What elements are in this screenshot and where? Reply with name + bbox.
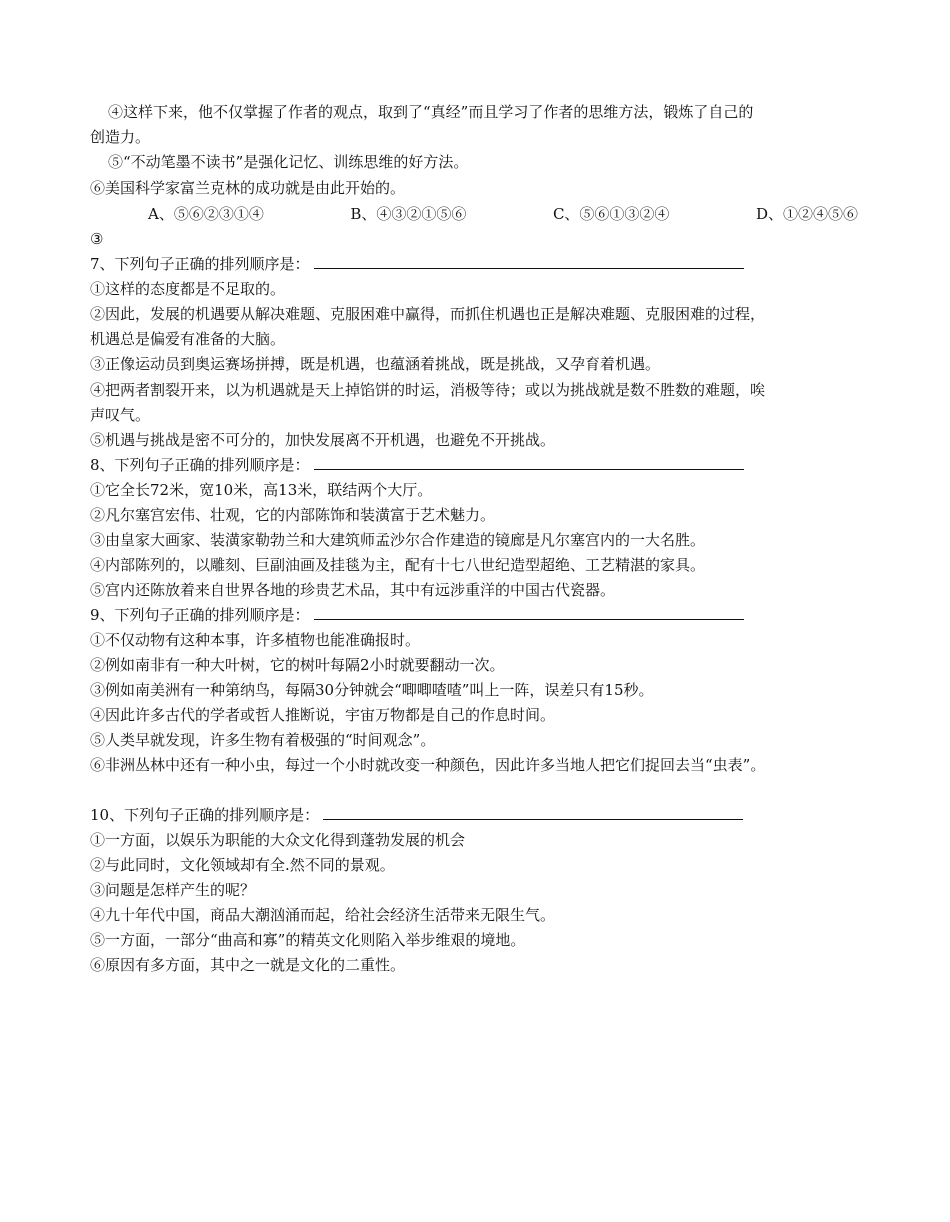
q10-answer-blank[interactable] — [323, 805, 743, 820]
q9-sentence: ④因此许多古代的学者或哲人推断说，宇宙万物都是自己的作息时间。 — [90, 706, 556, 724]
q8-sentence: ①它全长72米，宽10米，高13米，联结两个大厅。 — [90, 481, 433, 499]
q10-sentence: ③问题是怎样产生的呢？ — [90, 881, 256, 899]
q6-option-a[interactable]: A、⑤⑥②③①④ — [148, 205, 264, 223]
q7-prompt — [90, 254, 744, 274]
q6-option-c[interactable]: C、⑤⑥①③②④ — [552, 205, 670, 223]
q9-sentence: ③例如南美洲有一种第纳鸟，每隔30分钟就会“唧唧喳喳”叫上一阵，误差只有15秒。 — [90, 681, 654, 699]
q8-prompt-text: 8、下列句子正确的排列顺序是： — [90, 456, 310, 474]
q7-sentence: ①这样的态度都是不足取的。 — [90, 280, 286, 298]
q7-sentence: ⑤机遇与挑战是密不可分的，加快发展离不开机遇，也避免不开挑战。 — [90, 431, 556, 449]
q6-option-b[interactable]: B、④③②①⑤⑥ — [350, 205, 467, 223]
q9-sentence: ①不仅动物有这种本事，许多植物也能准确报时。 — [90, 631, 421, 649]
q8-sentence: ④内部陈列的，以雕刻、巨副油画及挂毯为主，配有十七八世纪造型超绝、工艺精湛的家具。 — [90, 556, 706, 574]
q6-options — [148, 204, 858, 224]
q9-sentence: ⑤人类早就发现，许多生物有着极强的“时间观念”。 — [90, 731, 436, 749]
q8-sentence: ②凡尔塞宫宏伟、壮观，它的内部陈饰和装潢富于艺术魅力。 — [90, 506, 496, 524]
q9-answer-blank[interactable] — [314, 605, 744, 620]
q9-prompt — [90, 605, 744, 625]
q10-sentence: ④九十年代中国，商品大潮汹涌而起，给社会经济生活带来无限生气。 — [90, 906, 556, 924]
q6-sentence-4-wrap: 创造力。 — [90, 128, 151, 146]
q10-prompt — [90, 805, 743, 825]
q10-prompt-text: 10、下列句子正确的排列顺序是： — [90, 806, 320, 824]
q10-sentence: ⑥原因有多方面，其中之一就是文化的二重性。 — [90, 956, 406, 974]
q7-sentence: 声叹气。 — [90, 406, 151, 424]
q10-sentence: ⑤一方面，一部分“曲高和寡”的精英文化则陷入举步维艰的境地。 — [90, 931, 526, 949]
q7-answer-blank[interactable] — [314, 254, 744, 269]
q7-sentence: ②因此，发展的机遇要从解决难题、克服困难中赢得，而抓住机遇也正是解决难题、克服困难的过程， — [90, 305, 766, 323]
q9-sentence: ⑥非洲丛林中还有一种小虫，每过一个小时就改变一种颜色，因此许多当地人把它们捉回去当“虫表”。 — [90, 756, 766, 774]
q8-sentence: ③由皇家大画家、装潢家勒勃兰和大建筑师孟沙尔合作建造的镜廊是凡尔塞宫内的一大名胜。 — [90, 531, 706, 549]
q10-sentence: ②与此同时，文化领域却有全.然不同的景观。 — [90, 856, 395, 874]
q6-sentence-6: ⑥美国科学家富兰克林的成功就是由此开始的。 — [90, 179, 406, 197]
q6-option-d-wrap: ③ — [90, 230, 104, 248]
q6-option-d[interactable]: D、①②④⑤⑥ — [755, 205, 858, 223]
q9-prompt-text: 9、下列句子正确的排列顺序是： — [90, 606, 310, 624]
q9-sentence: ②例如南非有一种大叶树，它的树叶每隔2小时就要翻动一次。 — [90, 656, 505, 674]
q7-prompt-text: 7、下列句子正确的排列顺序是： — [90, 255, 310, 273]
q7-sentence: ③正像运动员到奥运赛场拼搏，既是机遇，也蕴涵着挑战，既是挑战，又孕育着机遇。 — [90, 355, 661, 373]
q6-sentence-4: ④这样下来，他不仅掌握了作者的观点，取到了“真经”而且学习了作者的思维方法，锻炼了自己的 — [108, 103, 754, 121]
q7-sentence: 机遇总是偏爱有准备的大脑。 — [90, 330, 286, 348]
q7-sentence: ④把两者割裂开来，以为机遇就是天上掉馅饼的时运，消极等待；或以为挑战就是数不胜数的难题，唉 — [90, 381, 766, 399]
q8-prompt — [90, 455, 744, 475]
q10-sentence: ①一方面，以娱乐为职能的大众文化得到蓬勃发展的机会 — [90, 831, 466, 849]
q6-sentence-5: ⑤“不动笔墨不读书”是强化记忆、训练思维的好方法。 — [108, 153, 469, 171]
q8-answer-blank[interactable] — [314, 455, 744, 470]
q8-sentence: ⑤宫内还陈放着来自世界各地的珍贵艺术品，其中有远涉重洋的中国古代瓷器。 — [90, 581, 616, 599]
